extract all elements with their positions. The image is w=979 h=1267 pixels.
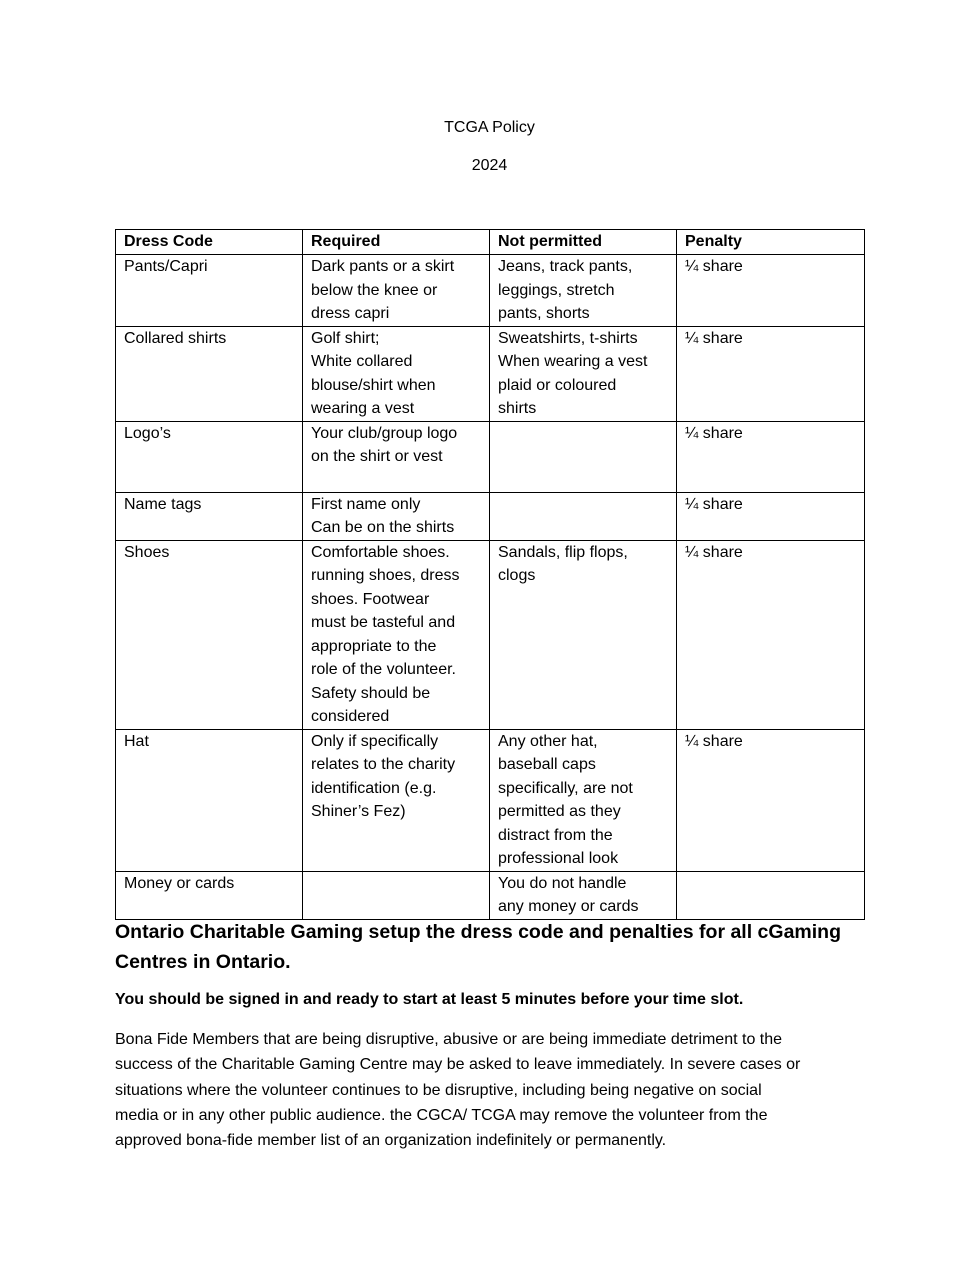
cell-penalty: ¼ share [677, 255, 865, 327]
cell-penalty: ¼ share [677, 492, 865, 540]
cell-line: clogs [498, 567, 536, 584]
cell-line: When wearing a vest [498, 353, 648, 370]
cell-line: White collared [311, 353, 413, 370]
table-row [116, 729, 865, 871]
cell-line: plaid or coloured [498, 376, 617, 394]
header-required: Required [303, 230, 490, 255]
cell-line: appropriate to the [311, 637, 437, 655]
cell-line: considered [311, 708, 390, 725]
cell-line: First name only [311, 495, 421, 513]
cell-penalty: ¼ share [677, 729, 865, 871]
table-row [116, 326, 865, 421]
paragraph-line: success of the Charitable Gaming Centre may be asked to leave immediately. In severe cases or [115, 1056, 801, 1074]
cell-required [303, 492, 490, 540]
cell-required [303, 326, 490, 421]
cell-required [303, 540, 490, 729]
cell-line: Can be on the shirts [311, 519, 455, 536]
cell-line: relates to the charity [311, 756, 456, 773]
document-title: TCGA Policy [444, 119, 535, 136]
table-row [116, 421, 865, 492]
table-row [116, 871, 865, 919]
cell-dress-code: Pants/Capri [116, 255, 303, 327]
cell-line: Your club/group logo [311, 424, 458, 442]
cell-line: Golf shirt; [311, 329, 380, 347]
cell-line: shirts [498, 400, 537, 417]
cell-line: specifically, are not [498, 779, 633, 797]
cell-penalty: ¼ share [677, 326, 865, 421]
cell-line: Comfortable shoes. [311, 543, 450, 561]
cell-dress-code: Hat [116, 729, 303, 871]
cell-line: Safety should be [311, 684, 431, 702]
header-penalty: Penalty [677, 230, 865, 255]
cell-line: running shoes, dress [311, 567, 460, 584]
cell-dress-code: Logo’s [116, 421, 303, 492]
paragraph-line: situations where the volunteer continues to be disruptive, including being negative on social [115, 1081, 762, 1099]
cell-line: leggings, stretch [498, 281, 615, 299]
cell-not-permitted [490, 421, 677, 492]
cell-line: Dark pants or a skirt [311, 258, 455, 275]
cell-line: must be tasteful and [311, 614, 456, 631]
cell-required [303, 871, 490, 919]
cell-penalty: ¼ share [677, 540, 865, 729]
cell-line: below the knee or [311, 281, 438, 299]
cell-required [303, 729, 490, 871]
arrival-notice: You should be signed in and ready to start at least 5 minutes before your time slot. [115, 991, 744, 1008]
paragraph-line: approved bona-fide member list of an organization indefinitely or permanently. [115, 1132, 667, 1150]
cell-line: Sweatshirts, t-shirts [498, 329, 638, 347]
table-row [116, 255, 865, 327]
dress-code-table [115, 229, 865, 920]
paragraph-line: Bona Fide Members that are being disruptive, abusive or are being immediate detriment to the [115, 1031, 783, 1048]
cell-dress-code: Shoes [116, 540, 303, 729]
cell-line: Sandals, flip flops, [498, 543, 628, 561]
cell-line: role of the volunteer. [311, 661, 456, 678]
cell-line: on the shirt or vest [311, 448, 443, 465]
conduct-paragraph [115, 1027, 875, 1153]
cell-line: permitted as they [498, 803, 621, 820]
cell-line: Any other hat, [498, 732, 598, 750]
cell-line: any money or cards [498, 898, 639, 915]
cell-dress-code: Money or cards [116, 871, 303, 919]
cell-line: blouse/shirt when [311, 376, 436, 394]
table-row [116, 492, 865, 540]
cell-not-permitted [490, 871, 677, 919]
cell-required [303, 255, 490, 327]
cell-dress-code: Collared shirts [116, 326, 303, 421]
cell-line: Jeans, track pants, [498, 258, 633, 275]
cell-line: pants, shorts [498, 305, 590, 322]
cell-dress-code: Name tags [116, 492, 303, 540]
cell-not-permitted [490, 492, 677, 540]
table-body [116, 255, 865, 920]
cell-penalty [677, 871, 865, 919]
cell-line: You do not handle [498, 874, 627, 892]
cell-not-permitted [490, 255, 677, 327]
cell-not-permitted [490, 729, 677, 871]
table-header-row [116, 230, 865, 255]
paragraph-line: media or in any other public audience. the CGCA/ TCGA may remove the volunteer from the [115, 1106, 768, 1124]
cell-not-permitted [490, 326, 677, 421]
cell-line: baseball caps [498, 756, 596, 773]
cell-not-permitted [490, 540, 677, 729]
table-row [116, 540, 865, 729]
cell-line: Only if specifically [311, 732, 439, 750]
cell-line: wearing a vest [311, 400, 415, 417]
section-heading: Ontario Charitable Gaming setup the dress code and penalties for all cGaming Centres in Ontario. [115, 921, 841, 973]
cell-line: dress capri [311, 305, 390, 322]
cell-penalty: ¼ share [677, 421, 865, 492]
cell-required [303, 421, 490, 492]
cell-line: Shiner’s Fez) [311, 803, 406, 820]
header-not-permitted: Not permitted [490, 230, 677, 255]
cell-line: professional look [498, 850, 619, 867]
cell-line: identification (e.g. [311, 779, 437, 797]
header-dress-code: Dress Code [116, 230, 303, 255]
document-year: 2024 [471, 157, 508, 174]
cell-line: shoes. Footwear [311, 590, 430, 608]
cell-line: distract from the [498, 826, 613, 844]
